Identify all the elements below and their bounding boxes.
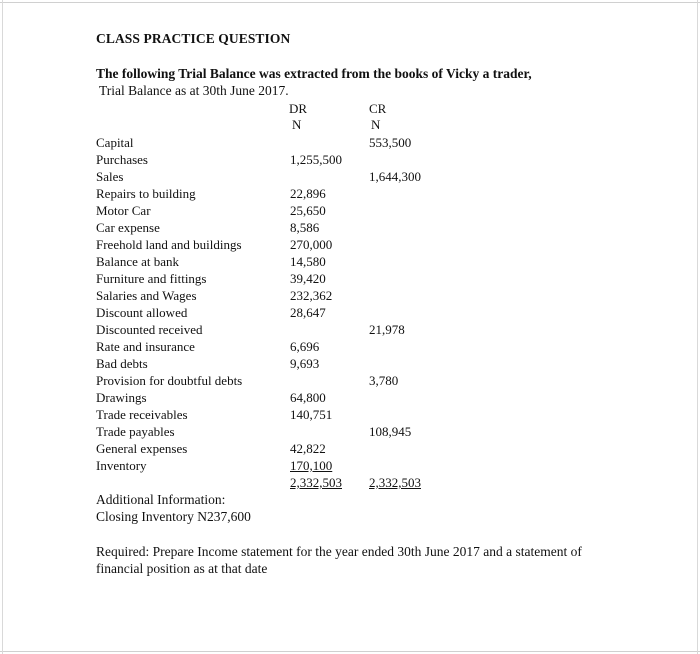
table-row bbox=[96, 151, 496, 168]
trial-balance-table bbox=[96, 134, 496, 474]
debit-total: 2,332,503 bbox=[290, 475, 342, 490]
required-instructions: Required: Prepare Income statement for the year ended 30th June 2017 and a statement of financial position as at that date bbox=[96, 544, 582, 576]
debit-amount: 170,100 bbox=[290, 458, 333, 473]
account-name: Discounted received bbox=[96, 322, 203, 337]
table-row bbox=[96, 338, 496, 355]
debit-amount: 8,586 bbox=[290, 220, 320, 235]
account-name: Discount allowed bbox=[96, 305, 188, 320]
account-name: General expenses bbox=[96, 441, 188, 456]
credit-amount: 108,945 bbox=[369, 424, 412, 439]
credit-amount: 553,500 bbox=[369, 135, 412, 150]
table-row bbox=[96, 134, 496, 151]
closing-inventory-note: Closing Inventory N237,600 bbox=[96, 509, 251, 524]
debit-amount: 14,580 bbox=[290, 254, 326, 269]
debit-amount: 39,420 bbox=[290, 271, 326, 286]
table-row bbox=[96, 236, 496, 253]
account-name: Inventory bbox=[96, 458, 147, 473]
account-name: Bad debts bbox=[96, 356, 148, 371]
table-row bbox=[96, 457, 496, 474]
page-top-border bbox=[0, 2, 700, 3]
account-name: Freehold land and buildings bbox=[96, 237, 242, 252]
totals-row bbox=[96, 474, 496, 491]
intro-text: The following Trial Balance was extracted from the books of Vicky a trader, bbox=[96, 66, 532, 81]
table-row bbox=[96, 304, 496, 321]
page-left-border bbox=[2, 0, 3, 654]
table-row bbox=[96, 406, 496, 423]
debit-amount: 1,255,500 bbox=[290, 152, 342, 167]
debit-amount: 28,647 bbox=[290, 305, 326, 320]
account-name: Rate and insurance bbox=[96, 339, 195, 354]
table-row bbox=[96, 423, 496, 440]
account-name: Balance at bank bbox=[96, 254, 180, 269]
document-title: CLASS PRACTICE QUESTION bbox=[96, 31, 291, 46]
account-name: Motor Car bbox=[96, 203, 151, 218]
debit-amount: 6,696 bbox=[290, 339, 320, 354]
cr-currency-label: N bbox=[371, 117, 381, 132]
dr-currency-label: N bbox=[292, 117, 302, 132]
account-name: Salaries and Wages bbox=[96, 288, 197, 303]
credit-total: 2,332,503 bbox=[369, 475, 421, 490]
account-name: Provision for doubtful debts bbox=[96, 373, 243, 388]
table-row bbox=[96, 168, 496, 185]
table-row bbox=[96, 389, 496, 406]
dr-column-header: DR bbox=[289, 101, 308, 116]
additional-information-heading: Additional Information: bbox=[96, 492, 226, 507]
table-row bbox=[96, 253, 496, 270]
credit-amount: 3,780 bbox=[369, 373, 399, 388]
account-name: Repairs to building bbox=[96, 186, 196, 201]
table-row bbox=[96, 372, 496, 389]
table-row bbox=[96, 287, 496, 304]
debit-amount: 22,896 bbox=[290, 186, 326, 201]
debit-amount: 42,822 bbox=[290, 441, 326, 456]
account-name: Purchases bbox=[96, 152, 148, 167]
account-name: Sales bbox=[96, 169, 124, 184]
debit-amount: 270,000 bbox=[290, 237, 333, 252]
credit-amount: 21,978 bbox=[369, 322, 405, 337]
cr-column-header: CR bbox=[369, 101, 387, 116]
account-name: Capital bbox=[96, 135, 134, 150]
account-name: Drawings bbox=[96, 390, 147, 405]
debit-amount: 25,650 bbox=[290, 203, 326, 218]
account-name: Trade payables bbox=[96, 424, 175, 439]
table-row bbox=[96, 321, 496, 338]
account-name: Trade receivables bbox=[96, 407, 188, 422]
debit-amount: 9,693 bbox=[290, 356, 320, 371]
table-row bbox=[96, 202, 496, 219]
page-bottom-border bbox=[0, 651, 700, 652]
table-row bbox=[96, 270, 496, 287]
table-row bbox=[96, 355, 496, 372]
account-name: Furniture and fittings bbox=[96, 271, 207, 286]
credit-amount: 1,644,300 bbox=[369, 169, 421, 184]
debit-amount: 140,751 bbox=[290, 407, 333, 422]
table-row bbox=[96, 219, 496, 236]
table-row bbox=[96, 440, 496, 457]
page-right-border bbox=[697, 0, 698, 654]
account-name: Car expense bbox=[96, 220, 160, 235]
table-row bbox=[96, 185, 496, 202]
trial-balance-caption: Trial Balance as at 30th June 2017. bbox=[99, 83, 289, 98]
debit-amount: 232,362 bbox=[290, 288, 333, 303]
debit-amount: 64,800 bbox=[290, 390, 326, 405]
